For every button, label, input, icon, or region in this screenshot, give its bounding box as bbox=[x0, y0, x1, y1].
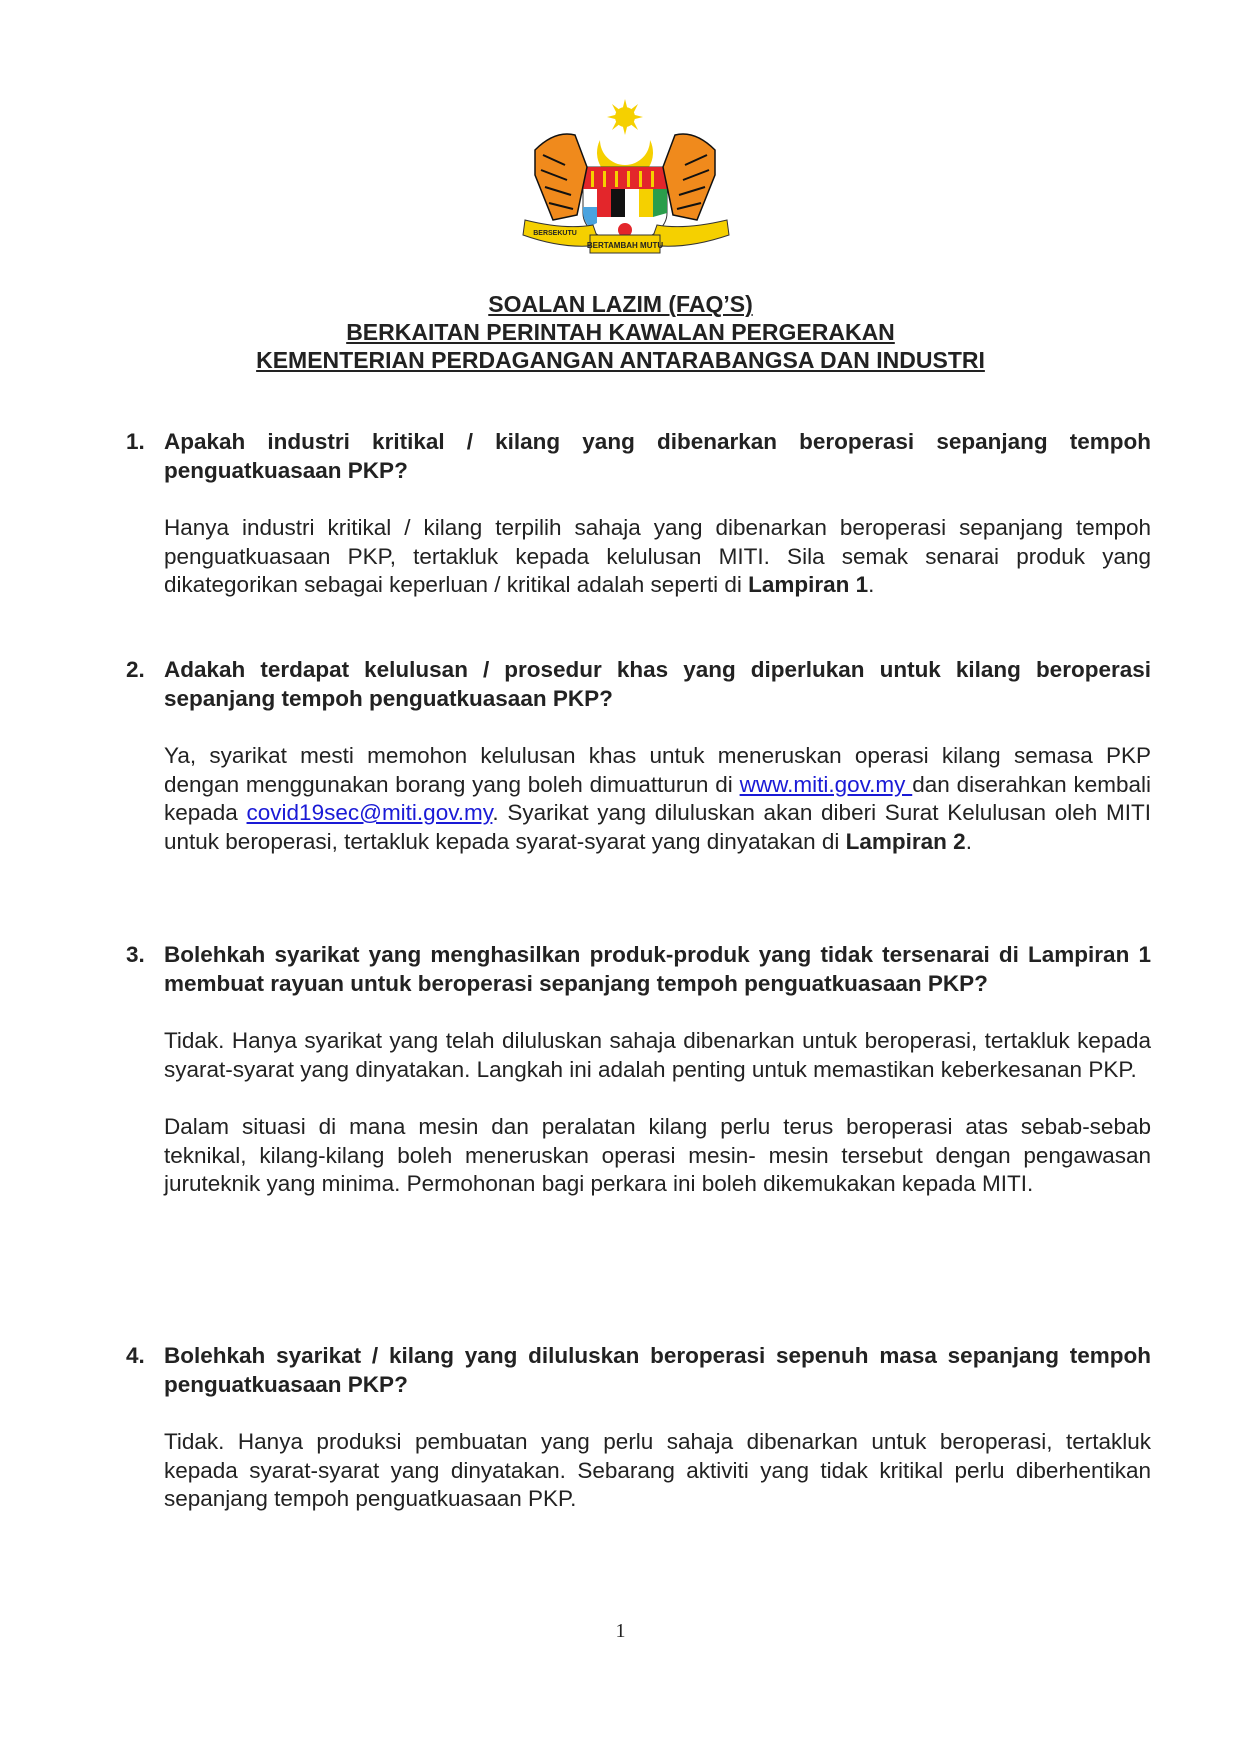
lampiran-1-ref: Lampiran 1 bbox=[748, 572, 869, 597]
faq-question: 1. Apakah industri kritikal / kilang yang dibenarkan beroperasi sepanjang tempoh penguatkuasaan PKP? bbox=[126, 429, 1151, 483]
title-line-3: KEMENTERIAN PERDAGANGAN ANTARABANGSA DAN INDUSTRI bbox=[256, 347, 985, 373]
faq-question: 2. Adakah terdapat kelulusan / prosedur khas yang diperlukan untuk kilang beroperasi sepanjang tempoh penguatkuasaan PKP? bbox=[126, 657, 1151, 711]
covid19sec-email-link[interactable]: covid19sec@miti.gov.my bbox=[246, 800, 493, 825]
page-number: 1 bbox=[615, 1620, 626, 1642]
document-title bbox=[0, 290, 1241, 374]
faq-answer: Tidak. Hanya produksi pembuatan yang perlu sahaja dibenarkan untuk beroperasi, tertakluk kepada syarat-syarat yang dinyatakan. Sebarang aktiviti yang tidak kritikal perlu diberhentikan sepanjang tempoh penguatkuasaan PKP. bbox=[164, 1429, 1151, 1511]
svg-text:BERSEKUTU: BERSEKUTU bbox=[533, 230, 577, 237]
coat-of-arms-icon bbox=[505, 95, 745, 255]
faq-answer-paragraph-1: Tidak. Hanya syarikat yang telah diluluskan sahaja dibenarkan untuk beroperasi, tertakluk kepada syarat-syarat yang dinyatakan. Langkah ini adalah penting untuk memastikan keberkesanan PKP. bbox=[164, 1028, 1151, 1082]
faq-answer-paragraph-2: Dalam situasi di mana mesin dan peralatan kilang perlu terus beroperasi atas sebab-sebab teknikal, kilang-kilang boleh meneruskan operasi mesin- mesin tersebut dengan pengawasan juruteknik yang minima. Permohonan bagi perkara ini boleh dikemukakan kepada MITI. bbox=[164, 1114, 1151, 1196]
faq-item-2 bbox=[126, 656, 1151, 856]
title-line-1: SOALAN LAZIM (FAQ’S) bbox=[488, 291, 753, 317]
faq-item-1 bbox=[126, 428, 1151, 600]
faq-answer: Ya, syarikat mesti memohon kelulusan khas untuk meneruskan operasi kilang semasa PKP dengan menggunakan borang yang boleh dimuatturun di www.miti.gov.my dan diserahkan kembali kepada covid19sec@miti.gov.my. Syarikat yang diluluskan akan diberi Surat Kelulusan oleh MITI untuk beroperasi, tertakluk kepada syarat-syarat yang dinyatakan di Lampiran 2. bbox=[164, 743, 1152, 854]
faq-question: 4. Bolehkah syarikat / kilang yang diluluskan beroperasi sepenuh masa sepanjang tempoh penguatkuasaan PKP? bbox=[126, 1343, 1151, 1397]
faq-question: 3. Bolehkah syarikat yang menghasilkan produk-produk yang tidak tersenarai di Lampiran 1 membuat rayuan untuk beroperasi sepanjang tempoh penguatkuasaan PKP? bbox=[126, 942, 1151, 996]
svg-text:BERTAMBAH MUTU: BERTAMBAH MUTU bbox=[586, 241, 664, 250]
title-line-2: BERKAITAN PERINTAH KAWALAN PERGERAKAN bbox=[346, 319, 895, 345]
faq-item-4 bbox=[126, 1342, 1151, 1514]
lampiran-2-ref: Lampiran 2 bbox=[845, 828, 966, 854]
faq-item-3 bbox=[126, 941, 1151, 1199]
miti-website-link[interactable]: www.miti.gov.my bbox=[739, 771, 913, 797]
faq-answer: Hanya industri kritikal / kilang terpilih sahaja yang dibenarkan beroperasi sepanjang tempoh penguatkuasaan PKP, tertakluk kepada kelulusan MITI. Sila semak senarai produk yang dikategorikan sebagai keperluan / kritikal adalah seperti di Lampiran 1. bbox=[164, 515, 1151, 597]
